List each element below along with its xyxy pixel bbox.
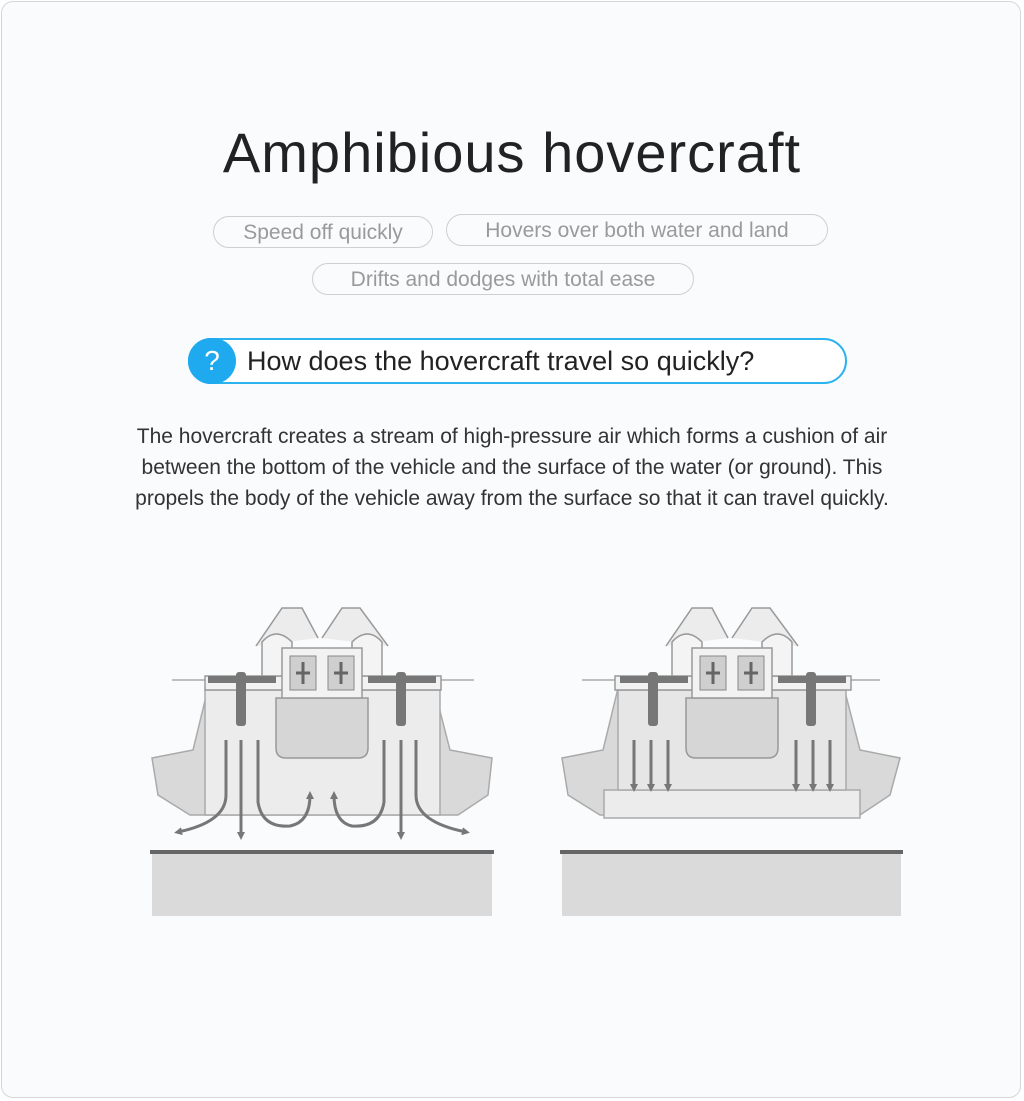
feature-tag-drift: Drifts and dodges with total ease	[312, 263, 694, 295]
question-text: How does the hovercraft travel so quickly?	[247, 346, 755, 376]
explanation-paragraph: The hovercraft creates a stream of high-pressure air which forms a cushion of air between the bottom of the vehicle and the surface of the water (or ground). This propels the body of the vehicle away from the surface so that it can travel quickly.	[135, 425, 889, 510]
question-banner	[188, 338, 847, 384]
hovercraft-diagram	[0, 590, 1024, 930]
question-mark-icon: ?	[188, 338, 236, 384]
feature-tag-speed: Speed off quickly	[213, 216, 433, 248]
feature-tag-hover: Hovers over both water and land	[446, 214, 828, 246]
hovercraft-resting-illustration	[560, 608, 903, 916]
hovercraft-lifted-illustration	[150, 608, 494, 916]
ground-block-left	[152, 852, 492, 916]
ground-block-right	[562, 852, 901, 916]
page-title: Amphibious hovercraft	[222, 121, 802, 184]
